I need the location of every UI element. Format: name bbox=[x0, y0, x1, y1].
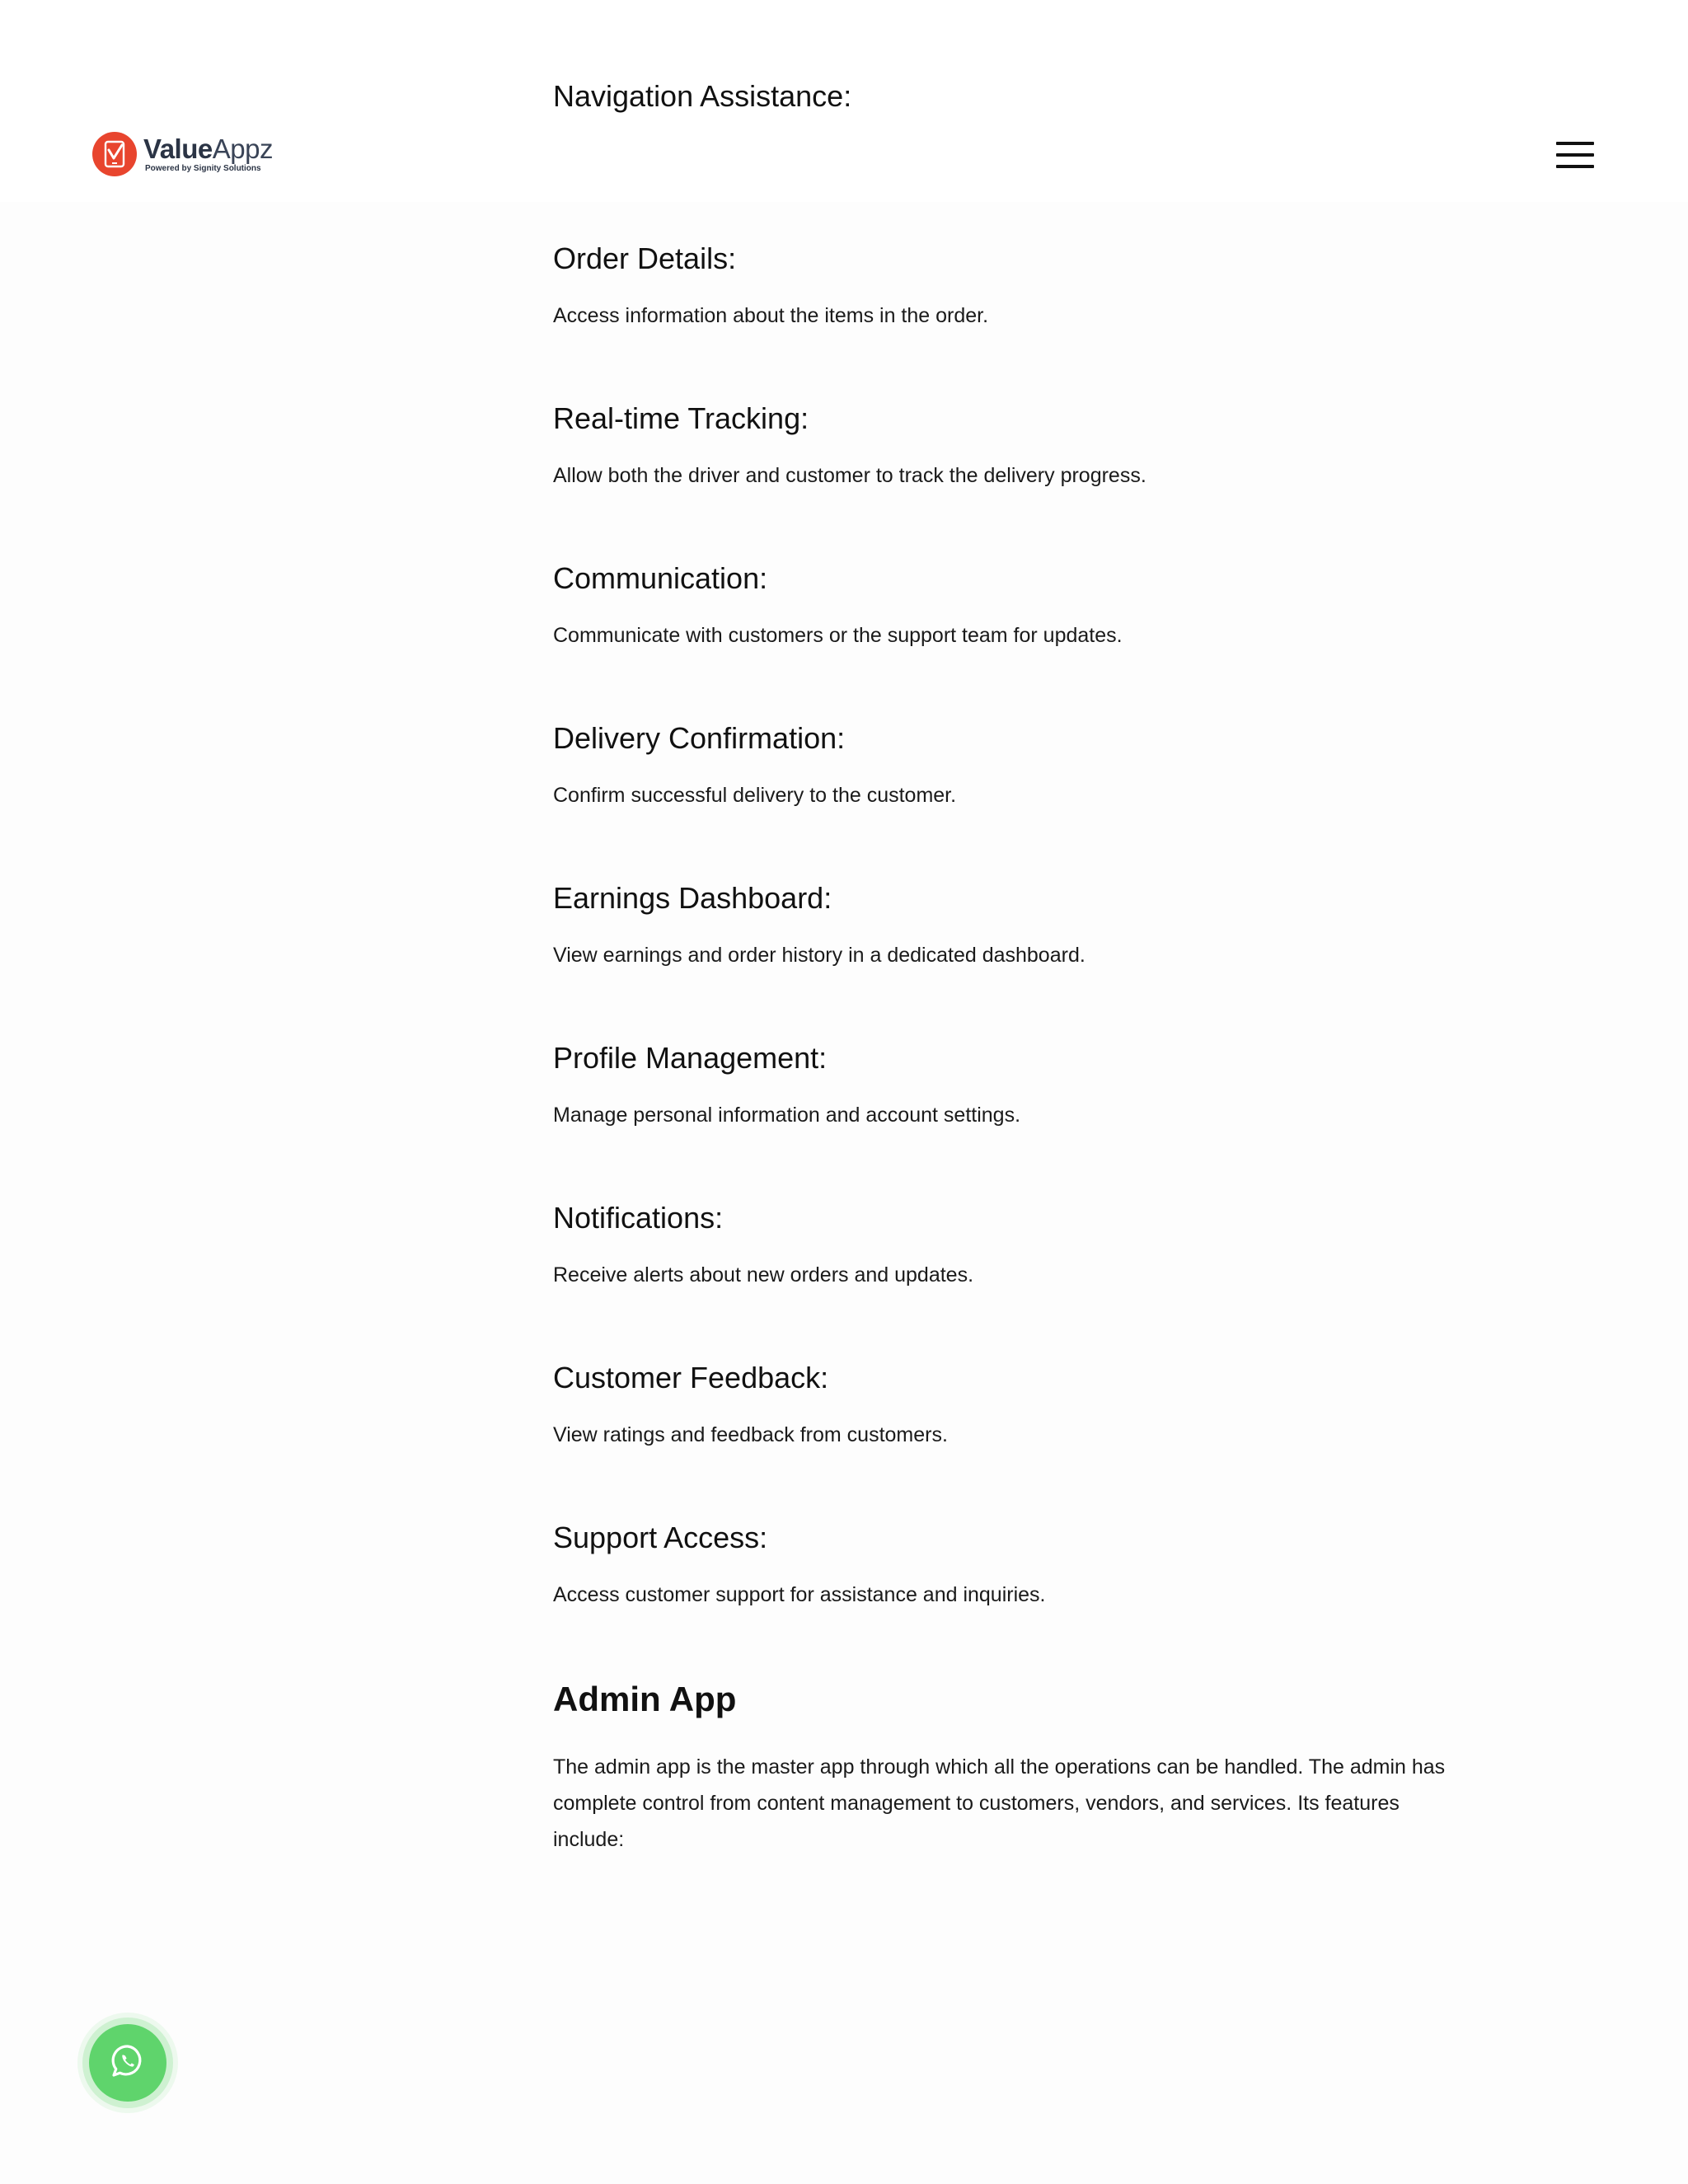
feature-title: Order Details: bbox=[553, 241, 737, 275]
navigation-assistance-heading: Navigation Assistance: bbox=[553, 79, 852, 113]
feature-description: Confirm successful delivery to the customer. bbox=[553, 784, 957, 807]
feature-title: Profile Management: bbox=[553, 1041, 828, 1075]
feature-customer-feedback bbox=[553, 1358, 1460, 1446]
logo-name-bold: Value bbox=[143, 134, 213, 164]
logo-mark-icon bbox=[92, 132, 137, 176]
feature-earnings-dashboard bbox=[553, 879, 1460, 967]
admin-app-heading: Admin App bbox=[553, 1680, 737, 1718]
brand-logo[interactable] bbox=[92, 132, 273, 176]
feature-delivery-confirmation bbox=[553, 719, 1460, 807]
feature-description: View earnings and order history in a dedicated dashboard. bbox=[553, 944, 1085, 967]
feature-description: Communicate with customers or the support team for updates. bbox=[553, 624, 1123, 647]
feature-description: Access information about the items in the order. bbox=[553, 304, 989, 327]
feature-title: Communication: bbox=[553, 561, 768, 595]
feature-order-details bbox=[553, 239, 1460, 327]
feature-support-access bbox=[553, 1518, 1460, 1606]
feature-description: Receive alerts about new orders and updates. bbox=[553, 1263, 974, 1286]
logo-name bbox=[143, 135, 273, 162]
feature-description: Allow both the driver and customer to track the delivery progress. bbox=[553, 464, 1146, 487]
logo-text bbox=[143, 135, 273, 173]
logo-name-light: Appz bbox=[212, 134, 273, 164]
feature-description: Access customer support for assistance and inquiries. bbox=[553, 1583, 1046, 1606]
feature-profile-management bbox=[553, 1038, 1460, 1127]
hamburger-menu-icon[interactable] bbox=[1556, 138, 1597, 171]
feature-title: Delivery Confirmation: bbox=[553, 721, 846, 755]
feature-description: Manage personal information and account settings. bbox=[553, 1104, 1021, 1127]
feature-title: Real-time Tracking: bbox=[553, 401, 809, 435]
whatsapp-chat-button[interactable] bbox=[89, 2024, 166, 2102]
admin-app-description: The admin app is the master app through which all the operations can be handled. The admin has complete control from content management to customers, vendors, and services. Its features include: bbox=[553, 1755, 1446, 1851]
feature-title: Earnings Dashboard: bbox=[553, 881, 832, 915]
feature-notifications bbox=[553, 1198, 1460, 1286]
feature-title: Support Access: bbox=[553, 1521, 768, 1554]
logo-tagline: Powered by Signity Solutions bbox=[145, 164, 261, 173]
feature-real-time-tracking bbox=[553, 399, 1460, 487]
feature-title: Notifications: bbox=[553, 1201, 724, 1235]
feature-title: Customer Feedback: bbox=[553, 1361, 829, 1394]
feature-description: View ratings and feedback from customers. bbox=[553, 1423, 948, 1446]
whatsapp-icon bbox=[108, 2041, 148, 2085]
feature-communication bbox=[553, 559, 1460, 647]
